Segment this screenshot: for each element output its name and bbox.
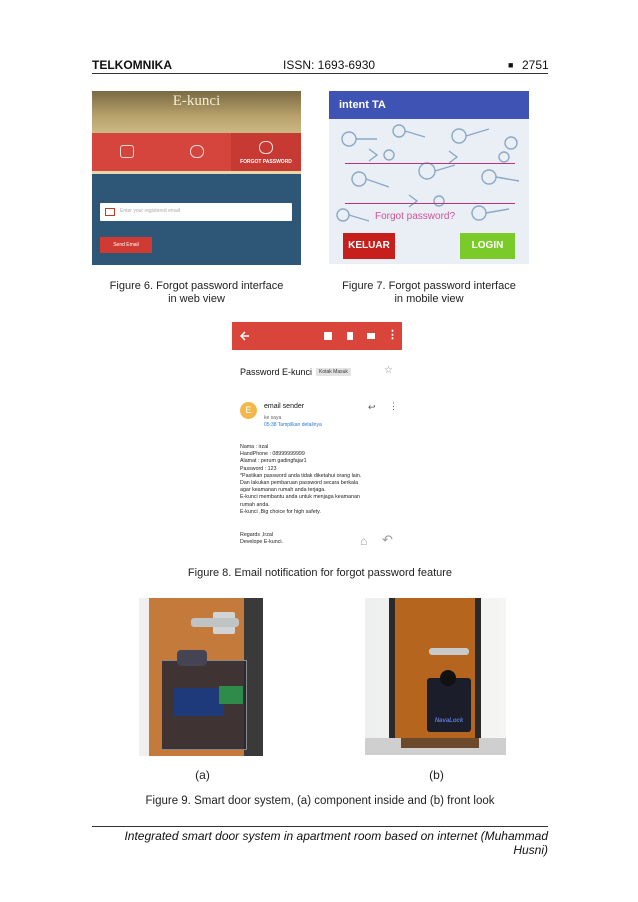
register-icon bbox=[120, 145, 134, 158]
mobile-username-field[interactable] bbox=[345, 163, 515, 164]
figure-7-caption-line2: in mobile view bbox=[394, 293, 464, 305]
running-footer: Integrated smart door system in apartment room based on internet (Muhammad Husni) bbox=[124, 829, 548, 857]
forgot-password-link[interactable]: Forgot password? bbox=[375, 211, 456, 222]
send-email-button[interactable]: Send Email bbox=[100, 237, 152, 253]
envelope-icon bbox=[105, 208, 115, 216]
figure-7-caption bbox=[329, 280, 529, 306]
lock-brand-text: NavaLock bbox=[434, 718, 464, 724]
key-icon bbox=[259, 141, 273, 154]
door-handle bbox=[429, 648, 469, 655]
figure-9b-label: (b) bbox=[429, 768, 444, 782]
login-button[interactable]: LOGIN bbox=[460, 233, 515, 259]
lock-icon bbox=[190, 145, 204, 158]
figure-8-email bbox=[232, 322, 402, 549]
reply-icon[interactable]: ↩ bbox=[368, 402, 376, 412]
email-subject: Password E-kunci bbox=[240, 367, 313, 377]
body-line: E-kunci ,Big choice for high safety. bbox=[240, 508, 321, 515]
servo-motor bbox=[177, 650, 207, 666]
star-icon[interactable]: ☆ bbox=[384, 365, 393, 376]
email-signature bbox=[240, 532, 283, 546]
journal-name: TELKOMNIKA bbox=[92, 58, 172, 72]
figure-9b-photo-front-look bbox=[365, 598, 506, 755]
email-body bbox=[240, 444, 361, 516]
body-line: E-kunci membantu anda untuk menjaga keamanan bbox=[240, 494, 360, 501]
home-icon[interactable]: ⌂ bbox=[360, 534, 368, 548]
body-line: *Pastikan password anda tidak diketahui orang lain. bbox=[240, 472, 362, 479]
back-arrow-icon[interactable] bbox=[240, 331, 250, 341]
email-toolbar bbox=[232, 322, 402, 350]
archive-icon[interactable] bbox=[324, 332, 332, 340]
web-tab-login[interactable] bbox=[161, 133, 231, 171]
page-number: 2751 bbox=[522, 58, 549, 72]
body-line: agar keamanan rumah anda terjaga. bbox=[240, 487, 326, 494]
mobile-app-bar bbox=[329, 91, 529, 119]
inbox-label: Kotak Masuk bbox=[316, 368, 351, 376]
mobile-app-title: intent TA bbox=[339, 99, 386, 111]
body-line: Password : 123 bbox=[240, 465, 277, 472]
web-email-input[interactable] bbox=[100, 203, 292, 221]
body-line: HandPhone : 08999999999 bbox=[240, 451, 305, 458]
signature-line: Regards ,Irzal bbox=[240, 532, 273, 538]
figure-7-mobile-view bbox=[329, 91, 529, 264]
figure-6-web-view bbox=[92, 91, 301, 265]
recipient: ke saya bbox=[264, 415, 282, 421]
body-line: Alamat : perum gadingfajar1 bbox=[240, 458, 307, 465]
email-placeholder: Enter your registered email bbox=[120, 208, 181, 214]
mobile-password-field[interactable] bbox=[345, 203, 515, 204]
relay-module bbox=[219, 686, 243, 704]
footer-rule bbox=[92, 826, 548, 827]
web-tab-forgot-password[interactable] bbox=[231, 133, 301, 171]
return-icon[interactable]: ↶ bbox=[382, 532, 393, 547]
figure-6-caption-line1: Figure 6. Forgot password interface bbox=[109, 280, 284, 292]
keluar-button[interactable]: KELUAR bbox=[343, 233, 395, 259]
header-rule bbox=[92, 73, 548, 74]
figure-9a-label: (a) bbox=[195, 768, 210, 782]
figure-6-caption bbox=[92, 280, 301, 306]
email-more-icon[interactable]: ⋮ bbox=[389, 401, 398, 411]
sender-avatar: E bbox=[240, 402, 257, 419]
figure-6-caption-line2: in web view bbox=[168, 293, 225, 305]
figure-9-caption: Figure 9. Smart door system, (a) component inside and (b) front look bbox=[145, 795, 495, 807]
body-line: Nama : irzal bbox=[240, 444, 269, 450]
door-frame-right bbox=[475, 598, 481, 738]
figure-8-caption: Figure 8. Email notification for forgot password feature bbox=[187, 567, 453, 579]
more-menu-icon[interactable]: ⋮ bbox=[387, 329, 398, 341]
issn: ISSN: 1693-6930 bbox=[283, 58, 376, 72]
controller-board bbox=[174, 688, 224, 716]
forgot-tab-label: FORGOT PASSWORD bbox=[240, 159, 292, 165]
body-line: Dan lakukan pembaruan password secara berkala bbox=[240, 480, 359, 487]
mail-icon[interactable] bbox=[367, 333, 375, 339]
sender-name: email sender bbox=[264, 403, 305, 410]
signature-line: Develope E-kunci. bbox=[240, 539, 283, 546]
lock-knob bbox=[440, 670, 456, 686]
door-handle bbox=[191, 618, 239, 627]
email-time[interactable]: 05:38 Tampilkan detailnya bbox=[264, 422, 322, 428]
web-app-title: E-kunci bbox=[172, 93, 221, 109]
door-base bbox=[401, 738, 479, 748]
delete-icon[interactable] bbox=[347, 332, 353, 340]
figure-7-caption-line1: Figure 7. Forgot password interface bbox=[342, 280, 516, 292]
figure-9a-photo-component-inside bbox=[139, 598, 263, 756]
page-marker-icon: ■ bbox=[508, 60, 514, 70]
body-line: rumah anda. bbox=[240, 501, 270, 508]
web-tab-register[interactable] bbox=[92, 133, 161, 171]
